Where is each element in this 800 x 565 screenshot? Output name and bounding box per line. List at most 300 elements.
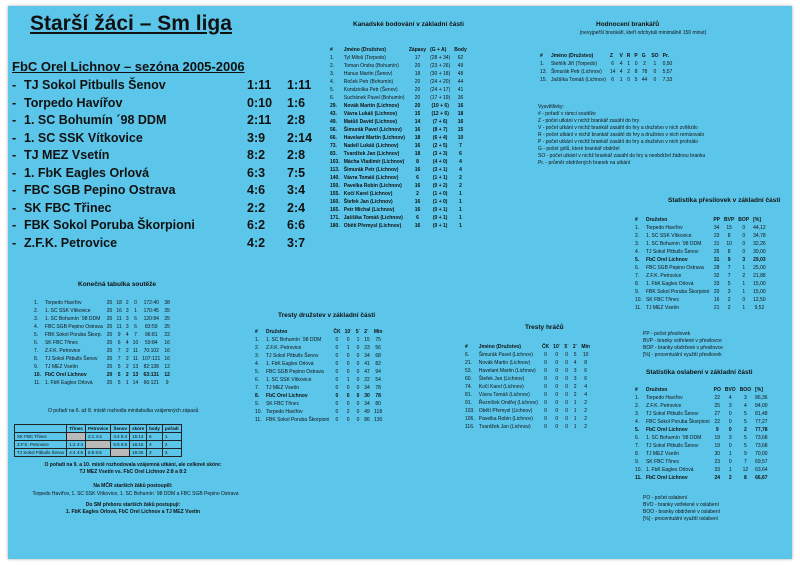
table-cell: 0 [565, 400, 569, 406]
table-cell: 16 [414, 127, 421, 133]
match-row [12, 182, 322, 200]
column-header: 5´ [564, 344, 569, 350]
table-cell: 34 [364, 353, 370, 359]
table-cell: 25 [164, 316, 170, 322]
table-cell: 49 [457, 63, 464, 69]
match-score-1: 2:2 [247, 200, 266, 215]
table-cell: 20 [414, 103, 421, 109]
column-header: ČK [541, 344, 550, 350]
legend-item: G - počet gólů, které brankář obdržel [538, 146, 620, 152]
table-cell: 9 [743, 451, 747, 457]
column-header: Min [581, 344, 590, 350]
table-cell: Kočí Karel (Lichnov) [343, 191, 393, 197]
penaltykill-title: Statistika oslabení v základní části [646, 369, 753, 376]
match-score-1: 6:3 [247, 165, 266, 180]
table-cell: (7 + 6) [432, 119, 448, 125]
legend-item: BVP - branky vstřelené v přesilovce [643, 338, 722, 344]
table-row [253, 376, 384, 384]
table-cell: 0,50 [662, 61, 673, 67]
table-cell: 47 [364, 369, 370, 375]
table-cell: 75 [375, 337, 381, 343]
table-cell: 0 [356, 353, 360, 359]
match-score-1: 2:11 [247, 113, 272, 127]
table-cell: (24 + 17) [430, 87, 451, 93]
legend-title: Vysvětlivky: [538, 104, 564, 110]
table-cell: 78 [375, 393, 381, 399]
table-cell: 1:2 4:4 [67, 441, 86, 449]
table-cell: 4 [459, 159, 462, 165]
table-row [633, 256, 768, 264]
table-cell: 1 [728, 467, 732, 473]
table-cell: 1. SC Bohumín ´98 DDM [44, 316, 101, 322]
table-cell: 0 [335, 353, 339, 359]
table-cell: 5 [743, 443, 747, 449]
table-cell: 1. FbK Eagles Orlová [645, 467, 694, 473]
table-cell: 16 [116, 308, 122, 314]
table-row [633, 450, 770, 458]
table-cell: 30,00 [753, 249, 766, 255]
table-cell: (0 + 2) [432, 183, 448, 189]
table-cell: 77,27 [755, 419, 768, 425]
table-cell: 10 [582, 352, 589, 358]
table-cell: 5 [117, 364, 121, 370]
table-cell: 0 [346, 369, 350, 375]
table-row [633, 272, 768, 280]
table-cell: 6 [416, 215, 419, 221]
table-cell: Novák Martin (Lichnov) [343, 103, 400, 109]
match-team: 1. SC SSK Vítkovice [24, 130, 143, 145]
table-cell: 7 [743, 459, 747, 465]
table-cell: 11 [116, 324, 122, 330]
table-cell: 44 [641, 77, 648, 83]
table-cell: 0 [627, 77, 630, 83]
table-cell: 5 [634, 77, 638, 83]
table-cell: 15,00 [753, 289, 766, 295]
table-cell: 9 [117, 332, 121, 338]
table-cell: 0 [565, 424, 569, 430]
table-cell: (10 + 6) [431, 103, 449, 109]
match-dash: - [12, 218, 17, 232]
table-cell: 41 [364, 361, 370, 367]
table-cell: 6 [611, 77, 615, 83]
table-cell: 0 [335, 401, 339, 407]
table-cell: 49 [364, 409, 370, 415]
table-cell: FbC Orel Lichnov [645, 257, 688, 263]
table-cell: 2 [125, 356, 129, 362]
table-cell: 1 [742, 289, 746, 295]
table-cell: 0 [555, 352, 559, 358]
table-cell: 16 [414, 183, 421, 189]
match-dash: - [12, 148, 17, 162]
legend-item: [%] - procentuální využití oslabení [643, 516, 719, 522]
table-cell: 18 [414, 135, 421, 141]
table-cell: 2 [346, 409, 350, 415]
table-cell: Pavelka Robin (Lichnov) [478, 416, 533, 422]
table-cell: 1 [742, 305, 746, 311]
table-cell: 170:45 [143, 308, 159, 314]
table-row [328, 62, 469, 70]
goalkeepers-legend [538, 104, 783, 167]
table-cell: 6 [134, 316, 137, 322]
table-cell: 0 [335, 377, 339, 383]
table-cell: 8. [635, 451, 640, 457]
column-header: Družstvo [645, 217, 668, 223]
column-header: # [465, 344, 468, 350]
table-cell: 2. [635, 233, 640, 239]
table-cell: 20 [414, 87, 421, 93]
table-cell: 7. [635, 273, 640, 279]
table-cell: Kondziolka Petr (Šenov) [343, 87, 398, 93]
table-cell: 20 [106, 372, 113, 378]
table-row [538, 76, 674, 84]
legend-item: R - počet utkání v nichž brankář zasáhl do hry a družstvo v nich remizovalo [538, 132, 705, 138]
table-cell: 0 [335, 345, 339, 351]
column-header: Min [373, 329, 383, 335]
table-cell: Kočí Karel (Lichnov) [478, 384, 524, 390]
table-cell: 0 [555, 424, 559, 430]
table-cell: 0 [565, 384, 569, 390]
table-cell: 4:4 4:5 [67, 449, 86, 457]
table-cell: 0 [544, 352, 547, 358]
table-cell: 120:84 [143, 316, 159, 322]
column-header: # [540, 53, 543, 59]
table-row [633, 442, 770, 450]
table-cell: 5. [255, 369, 260, 375]
table-row [253, 408, 384, 416]
table-cell: 2 [584, 424, 587, 430]
table-cell: 0 [356, 369, 360, 375]
team-penalties-table [253, 328, 384, 424]
table-row [463, 351, 592, 359]
table-cell: 30 [714, 451, 720, 457]
legend-item: BOP - branky obdržené v přesilovce [643, 345, 723, 351]
table-cell: TJ Sokol Pitbulls Šenov [265, 353, 319, 359]
table-cell: 130 [373, 417, 383, 423]
table-cell: 15:13 [130, 433, 147, 441]
table-cell: 16 [414, 199, 421, 205]
table-row [633, 304, 768, 312]
table-cell: 0 [356, 345, 360, 351]
table-cell: 6 [584, 368, 587, 374]
table-cell: 2 [627, 69, 630, 75]
table-cell: 8 [743, 475, 747, 481]
match-score-1: 3:9 [247, 130, 266, 145]
match-dash: - [12, 78, 17, 92]
table-cell: 86,36 [755, 395, 768, 401]
standings-note: O pořadí na 6. až 8. místě rozhodla minitabulka vzájemných zápasů [48, 408, 199, 414]
table-row [253, 360, 384, 368]
table-cell: Roček Petr (Bohumín) [343, 79, 394, 85]
table-row [32, 363, 172, 371]
table-row [633, 394, 770, 402]
table-cell: 44,12 [753, 225, 766, 231]
table-cell: Toman Ondra (Bohumín) [343, 63, 399, 69]
table-cell: 91. [465, 400, 472, 406]
table-cell: 0 [555, 368, 559, 374]
table-cell: 20 [106, 316, 113, 322]
table-cell: FbC Orel Lichnov [44, 372, 87, 378]
table-cell: 0 [346, 337, 350, 343]
table-cell: 32 [713, 273, 720, 279]
table-cell: 25,00 [753, 265, 766, 271]
column-header: # [635, 217, 638, 223]
table-cell: 7,33 [662, 77, 673, 83]
table-cell: (30 + 18) [430, 71, 451, 77]
table-cell: 9 [715, 427, 719, 433]
table-cell: 66. [330, 135, 337, 141]
table-cell: 116. [465, 424, 475, 430]
table-cell: 20 [106, 356, 113, 362]
table-cell: 94 [375, 369, 381, 375]
table-cell: (28 + 34) [430, 55, 451, 61]
match-team: 1. SC Bohumín ´98 DDM [24, 113, 167, 127]
table-cell: 0 [544, 392, 547, 398]
match-row [12, 112, 322, 130]
table-cell: (17 + 19) [430, 95, 451, 101]
table-cell: 16 [164, 340, 170, 346]
table-row [328, 166, 469, 174]
table-row [32, 371, 172, 379]
table-cell: 66:121 [143, 380, 159, 386]
table-cell: Hanus Martin (Šenov) [343, 71, 393, 77]
column-header: PO [713, 387, 721, 393]
table-cell: 3 [743, 395, 747, 401]
table-cell: 2:1 4:4 [86, 433, 111, 441]
table-cell: 34 [364, 385, 370, 391]
table-cell: 3. [34, 316, 39, 322]
note-equal-result: TJ MEZ Vsetín vs. FbC Orel Lichnov 2:8 a 8:2 [79, 469, 187, 475]
table-cell: 3 [573, 376, 577, 382]
table-cell: 8 [634, 69, 638, 75]
match-dash: - [12, 113, 17, 127]
table-cell: 2 [643, 61, 646, 67]
table-cell: 2 [125, 348, 129, 354]
table-cell: 0 [728, 459, 732, 465]
table-cell: 30 [364, 393, 370, 399]
match-score-2: 2:8 [287, 113, 306, 127]
table-row [538, 60, 674, 68]
table-cell: (3 + 1) [432, 167, 448, 173]
table-cell: 66,67 [755, 475, 768, 481]
table-cell: FBC Sokol Poruba Škorpioni [645, 419, 710, 425]
table-cell: 103. [465, 408, 475, 414]
column-header: pořadí [162, 425, 181, 433]
table-row [463, 375, 592, 383]
legend-item: PO - počet oslabení [643, 495, 688, 501]
match-score-1: 4:6 [247, 183, 266, 197]
table-row [32, 315, 172, 323]
column-header: Třinec [67, 425, 86, 433]
table-cell: 2 [742, 273, 746, 279]
table-row [463, 359, 592, 367]
table-cell: 3. [330, 71, 335, 77]
results-sheet [8, 6, 792, 559]
table-cell: FBK Sokol Poruba Škorp. [44, 332, 102, 338]
table-cell: 8. [635, 281, 640, 287]
table-cell: 2 [125, 364, 129, 370]
table-cell: Tvardžek Jan (Lichnov) [478, 424, 531, 430]
table-cell: 16 [414, 167, 421, 173]
table-cell: 12 [742, 467, 749, 473]
table-cell: 8. [255, 393, 260, 399]
table-cell: Štefek Jan (Lichnov) [478, 376, 525, 382]
table-cell: 0 [544, 368, 547, 374]
table-cell: Novák Martin (Lichnov) [478, 360, 531, 366]
table-cell: 0 [346, 353, 350, 359]
column-header: [%] [753, 217, 761, 223]
penaltykill-table [633, 386, 770, 482]
table-cell: 63:131 [143, 372, 160, 378]
table-cell: 16 [457, 119, 464, 125]
table-cell: Z.F.K. Petrovice [265, 345, 302, 351]
table-row [463, 423, 592, 431]
table-cell: 10 [457, 135, 464, 141]
penaltykill-legend [643, 495, 720, 523]
table-cell: 48 [457, 71, 464, 77]
table-cell: 2 [459, 175, 462, 181]
column-header [15, 425, 67, 433]
table-cell: 106. [465, 416, 475, 422]
table-cell: 6 [134, 324, 137, 330]
table-row [32, 307, 172, 315]
table-row [633, 240, 768, 248]
match-team: TJ Sokol Pitbulls Šenov [24, 78, 166, 92]
table-cell: FbC Orel Lichnov [265, 393, 308, 399]
table-cell: 11 [132, 348, 139, 354]
table-cell: 15 [457, 127, 464, 133]
table-cell: Torpedo Havířov [645, 225, 683, 231]
column-header: G [641, 53, 646, 59]
table-row [328, 78, 469, 86]
column-header: Jméno (Družstvo) [478, 344, 521, 350]
table-cell: 2. [635, 403, 640, 409]
column-header: skóre [130, 425, 147, 433]
table-cell: 9. [635, 289, 640, 295]
legend-item: BOO - branky obdržené v oslabení [643, 509, 720, 515]
table-cell: 9 [727, 257, 731, 263]
scoring-title: Kanadské bodování v základní části [353, 21, 464, 28]
table-row [328, 222, 469, 230]
table-cell: Petr Michal (Lichnov) [343, 207, 395, 213]
column-header: # [330, 47, 333, 53]
match-team: Torpedo Havířov [24, 95, 123, 110]
table-cell: 5 [743, 419, 747, 425]
table-cell: 0 [346, 417, 350, 423]
table-cell: 1 [573, 408, 577, 414]
table-cell: 2. [330, 63, 335, 69]
table-cell: 1 [134, 308, 137, 314]
table-cell: 13 [132, 372, 139, 378]
table-row [328, 110, 469, 118]
table-cell: 22 [364, 377, 370, 383]
table-cell: 16 [414, 143, 421, 149]
table-row [328, 94, 469, 102]
table-cell: 81,48 [755, 411, 768, 417]
table-cell: 14 [132, 380, 139, 386]
table-row [253, 368, 384, 376]
table-cell: 15 [364, 337, 370, 343]
table-cell: Jaššíka Tomáš (Lichnov) [343, 215, 403, 221]
match-score-2: 2:14 [287, 130, 313, 145]
table-cell: 0 [346, 393, 350, 399]
table-cell: 28 [713, 265, 720, 271]
table-row [328, 214, 469, 222]
table-cell: Suchánek Pavel (Bohumín) [343, 95, 405, 101]
table-cell: 33 [713, 281, 720, 287]
table-cell: 2. [255, 345, 260, 351]
column-header: P [634, 53, 638, 59]
table-cell: TJ MEZ Vsetín [44, 364, 79, 370]
table-cell: Obětí Přemysl (Lichnov) [343, 223, 402, 229]
table-cell: 29,03 [753, 257, 766, 263]
table-row [633, 410, 770, 418]
table-cell: 1 [356, 337, 360, 343]
table-cell: 34 [364, 401, 370, 407]
table-cell: 20 [106, 340, 113, 346]
table-cell: TJ Sokol Pitbulls Šenov [15, 449, 67, 457]
table-row [328, 102, 469, 110]
table-cell: 4 [619, 61, 623, 67]
table-cell: 8. [34, 356, 39, 362]
column-header: R [626, 53, 631, 59]
table-row [253, 400, 384, 408]
table-cell: 0 [544, 384, 547, 390]
table-cell: 56 [375, 345, 381, 351]
table-cell: 2 [573, 384, 577, 390]
table-cell: Havelant Martin (Lichnov) [343, 135, 405, 141]
team-penalties-title: Tresty družstev v základní části [278, 312, 376, 319]
note-sm-teams: 1. FbK Eagles Orlová, FbC Orel Lichnov a TJ MEZ Vsetín [65, 509, 201, 515]
table-cell: 18 [414, 151, 421, 157]
table-cell: 6. [255, 377, 260, 383]
table-cell: 140. [330, 175, 340, 181]
table-cell: 9,52 [754, 305, 765, 311]
table-cell: FBC SGB Pepino Ostrava [44, 324, 103, 330]
table-cell: 23 [714, 459, 720, 465]
match-score-2: 2:8 [287, 148, 306, 162]
table-cell: 0 [346, 385, 350, 391]
table-cell: 5:5 6:5 [111, 441, 130, 449]
table-cell: Vávra Tomáš (Lichnov) [478, 392, 530, 398]
match-row [12, 77, 322, 95]
table-cell: 8 [416, 159, 419, 165]
table-cell: 18 [116, 300, 122, 306]
table-cell: 118 [374, 409, 383, 415]
table-row [32, 331, 172, 339]
table-row [633, 458, 770, 466]
table-cell: 31 [713, 257, 720, 263]
table-cell: 8 [727, 249, 731, 255]
table-cell: 4. [330, 79, 335, 85]
table-cell: 22 [714, 395, 720, 401]
table-cell: 6 [459, 151, 462, 157]
table-cell: 0 [565, 416, 569, 422]
table-cell: 53. [465, 368, 472, 374]
table-cell: 0 [565, 392, 569, 398]
table-cell: 5 [743, 435, 747, 441]
table-cell: 1. [635, 395, 640, 401]
table-cell: 3 [742, 257, 746, 263]
table-cell: 19:20 [130, 449, 147, 457]
table-cell: TJ Sokol Pitbulls Šenov [44, 356, 98, 362]
table-cell: 20 [106, 380, 113, 386]
table-cell: Šimurák Petr (Lichnov) [343, 167, 399, 173]
table-cell: 0 [742, 249, 746, 255]
table-row [538, 68, 674, 76]
note-mcr-teams: Torpedo Havířov, 1. SC SSK Vítkovice, 1. SC Bohumín ´98 DDM a FBC SGB Pepino Ostrava [32, 491, 239, 497]
match-row [12, 130, 322, 148]
table-cell: 113. [330, 167, 340, 173]
